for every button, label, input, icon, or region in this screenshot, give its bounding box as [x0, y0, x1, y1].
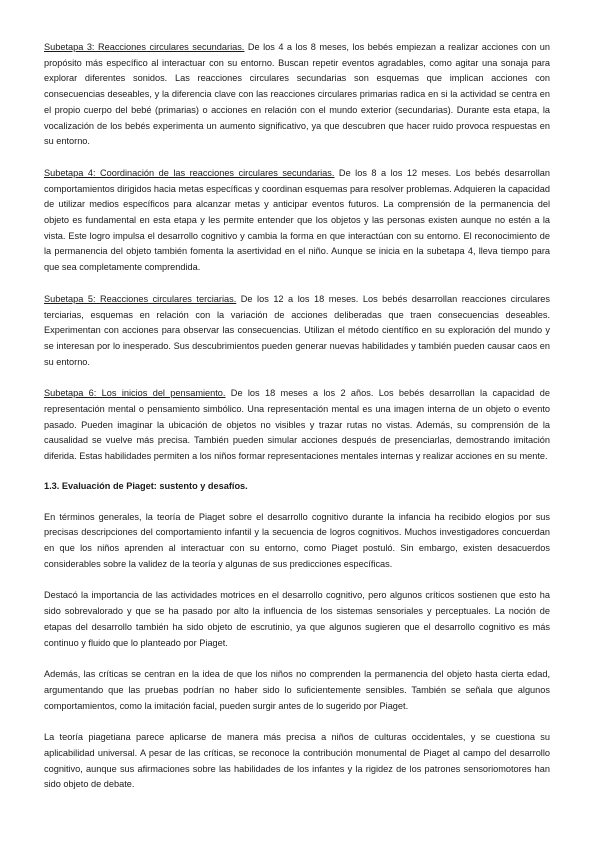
subetapa-4-title: Subetapa 4: Coordinación de las reacciones circulares secundarias. — [44, 167, 335, 178]
subetapa-3-title: Subetapa 3: Reacciones circulares secundarias. — [44, 42, 245, 52]
body-paragraph-4: La teoría piagetiana parece aplicarse de manera más precisa a niños de culturas occidentales, y se cuestiona su aplicabilidad universal. A pesar de las críticas, se reconoce la contribución monumental de Piaget al campo del desarrollo cognitivo, aunque sus afirmaciones sobre las habilidades de los infantes y la rigidez de los patrones sensoriomotores han sido objeto de debate. — [44, 732, 550, 790]
subetapa-4-paragraph — [44, 166, 550, 276]
subetapa-6-title: Subetapa 6: Los inicios del pensamiento. — [44, 388, 226, 399]
body-paragraph-2: Destacó la importancia de las actividades motrices en el desarrollo cognitivo, pero algunos críticos sostienen que esto ha sido sobrevalorado y que se ha pasado por alto la influencia de los sistemas sensoriales y perceptuales. La noción de etapas del desarrollo también ha sido objeto de escrutinio, ya que algunos sugieren que el desarrollo cognitivo es más continuo y fluido que lo planteado por Piaget. — [44, 590, 550, 648]
subetapa-6-text: De los 18 meses a los 2 años. Los bebés desarrollan la capacidad de representación mental o pensamiento simbólico. Una representación mental es una imagen interna de un objeto o evento pasado. Pueden imaginar la ubicación de objetos no visibles y trazar rutas no vistas. Además, su comprensión de la causalidad se vuelve más precisa. También pueden simular acciones después de presenciarlas, demostrando imitación diferida. Estas habilidades permiten a los niños formar representaciones mentales internas y realizar acciones en su mente. — [44, 388, 550, 462]
subetapa-5-text: De los 12 a los 18 meses. Los bebés desarrollan reacciones circulares terciarias, esquemas en relación con la variación de acciones deliberadas que traen consecuencias deseables. Experimentan con acciones para observar las consecuencias. Utilizan el método científico en su exploración del mundo y se interesan por lo inesperado. Sus descubrimientos pueden generar nuevas habilidades y también pueden causar caos en su entorno. — [44, 293, 550, 367]
subetapa-5-paragraph — [44, 292, 550, 371]
subetapa-5-title: Subetapa 5: Reacciones circulares terciarias. — [44, 293, 237, 304]
subetapa-3-paragraph — [44, 40, 550, 150]
body-paragraph-1: En términos generales, la teoría de Piaget sobre el desarrollo cognitivo durante la infancia ha recibido elogios por sus precisas descripciones del comportamiento infantil y la secuencia de logros cognitivos. Muchos investigadores concuerdan en que los niños aprenden al interactuar con su entorno, como Piaget postuló. Sin embargo, existen desacuerdos considerables sobre la validez de la teoría y algunas de sus predicciones específicas. — [44, 511, 550, 569]
subetapa-3-text: De los 4 a los 8 meses, los bebés empiezan a realizar acciones con un propósito más específico al interactuar con su entorno. Buscan repetir eventos agradables, como agitar una sonaja para explorar diferentes sonidos. Las reacciones circulares secundarias son esquemas que implican acciones con consecuencias deseables, y la diferencia clave con las reacciones circulares primarias radica en si la actividad se centra en el propio cuerpo del bebé (primarias) o acciones en relación con el mundo exterior (secundarias). Durante esta etapa, la vocalización de los bebés experimenta un aumento significativo, ya que descubren que hacer ruido provoca respuestas en su entorno. — [44, 42, 551, 147]
body-paragraph-3: Además, las críticas se centran en la idea de que los niños no comprenden la permanencia del objeto hasta cierta edad, argumentando que las pruebas podrían no haber sido lo suficientemente sensibles. También se señala que algunos comportamientos, como la imitación facial, pueden surgir antes de lo sugerido por Piaget. — [44, 669, 550, 711]
section-heading: 1.3. Evaluación de Piaget: sustento y desafíos. — [44, 480, 248, 491]
subetapa-6-paragraph — [44, 386, 550, 465]
subetapa-4-text: De los 8 a los 12 meses. Los bebés desarrollan comportamientos dirigidos hacia metas específicas y coordinan esquemas para resolver problemas. Adquieren la capacidad de utilizar medios específicos para alcanzar metas y anticipar eventos futuros. La comprensión de la permanencia del objeto es fundamental en esta etapa y les permite entender que los objetos y las personas existen aunque no estén a la vista. Este logro impulsa el desarrollo cognitivo y cambia la forma en que interactúan con su entorno. El reconocimiento de la permanencia del objeto también fomenta la asertividad en el niño. Aunque se inicia en la subetapa 4, lleva tiempo para que sea completamente comprendida. — [44, 167, 551, 273]
